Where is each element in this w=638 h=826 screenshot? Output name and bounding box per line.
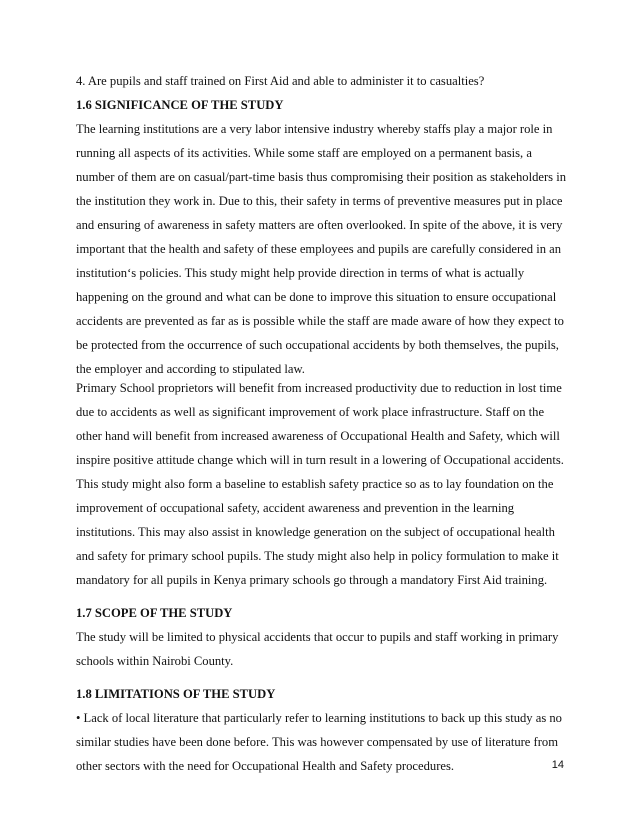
significance-line: and safety for primary school pupils. The study might also help in policy formulation to make it	[76, 549, 559, 563]
heading-limitations: 1.8 LIMITATIONS OF THE STUDY	[76, 687, 276, 701]
significance-line: This study might also form a baseline to establish safety practice so as to lay foundation on the	[76, 477, 554, 491]
significance-line: happening on the ground and what can be done to improve this situation to ensure occupational	[76, 290, 557, 304]
significance-line: important that the health and safety of these employees and pupils are carefully considered in an	[76, 242, 562, 256]
significance-line: mandatory for all pupils in Kenya primary schools go through a mandatory First Aid training.	[76, 573, 548, 587]
research-question-4: 4. Are pupils and staff trained on First Aid and able to administer it to casualties?	[76, 74, 485, 88]
significance-line: due to accidents as well as significant improvement of work place infrastructure. Staff on the	[76, 405, 545, 419]
limitations-bullet: • Lack of local literature that particularly refer to learning institutions to back up this study as no	[76, 711, 562, 725]
limitations-line: similar studies have been done before. This was however compensated by use of literature from	[76, 735, 559, 749]
significance-line: the employer and according to stipulated law.	[76, 362, 305, 376]
significance-line: accidents are prevented as far as is possible while the staff are made aware of how they expect to	[76, 314, 564, 328]
significance-line: other hand will benefit from increased awareness of Occupational Health and Safety, which will	[76, 429, 560, 443]
limitations-line: other sectors with the need for Occupational Health and Safety procedures.	[76, 759, 455, 773]
heading-significance: 1.6 SIGNIFICANCE OF THE STUDY	[76, 98, 284, 112]
significance-line: and ensuring of awareness in safety matters are often overlooked. In spite of the above, it is very	[76, 218, 563, 232]
significance-line: running all aspects of its activities. While some staff are employed on a permanent basis, a	[76, 146, 532, 160]
heading-scope: 1.7 SCOPE OF THE STUDY	[76, 606, 233, 620]
significance-line: institutions. This may also assist in knowledge generation on the subject of occupational health	[76, 525, 555, 539]
significance-line: The learning institutions are a very labor intensive industry whereby staffs play a major role in	[76, 122, 553, 136]
scope-line: The study will be limited to physical accidents that occur to pupils and staff working in primary	[76, 630, 559, 644]
scope-line: schools within Nairobi County.	[76, 654, 234, 668]
page-number: 14	[551, 759, 564, 771]
significance-line: number of them are on casual/part-time basis thus compromising their position as stakeholders in	[76, 170, 567, 184]
significance-line: inspire positive attitude change which will in turn result in a lowering of Occupational accidents.	[76, 453, 564, 467]
significance-line: improvement of occupational safety, accident awareness and prevention in the learning	[76, 501, 515, 515]
significance-line: institution‘s policies. This study might help provide direction in terms of what is actually	[76, 266, 525, 280]
significance-line: be protected from the occurrence of such occupational accidents by both themselves, the pupils,	[76, 338, 559, 352]
significance-line: the institution they work in. Due to this, their safety in terms of preventive measures put in place	[76, 194, 563, 208]
significance-line: Primary School proprietors will benefit from increased productivity due to reduction in lost time	[76, 381, 562, 395]
